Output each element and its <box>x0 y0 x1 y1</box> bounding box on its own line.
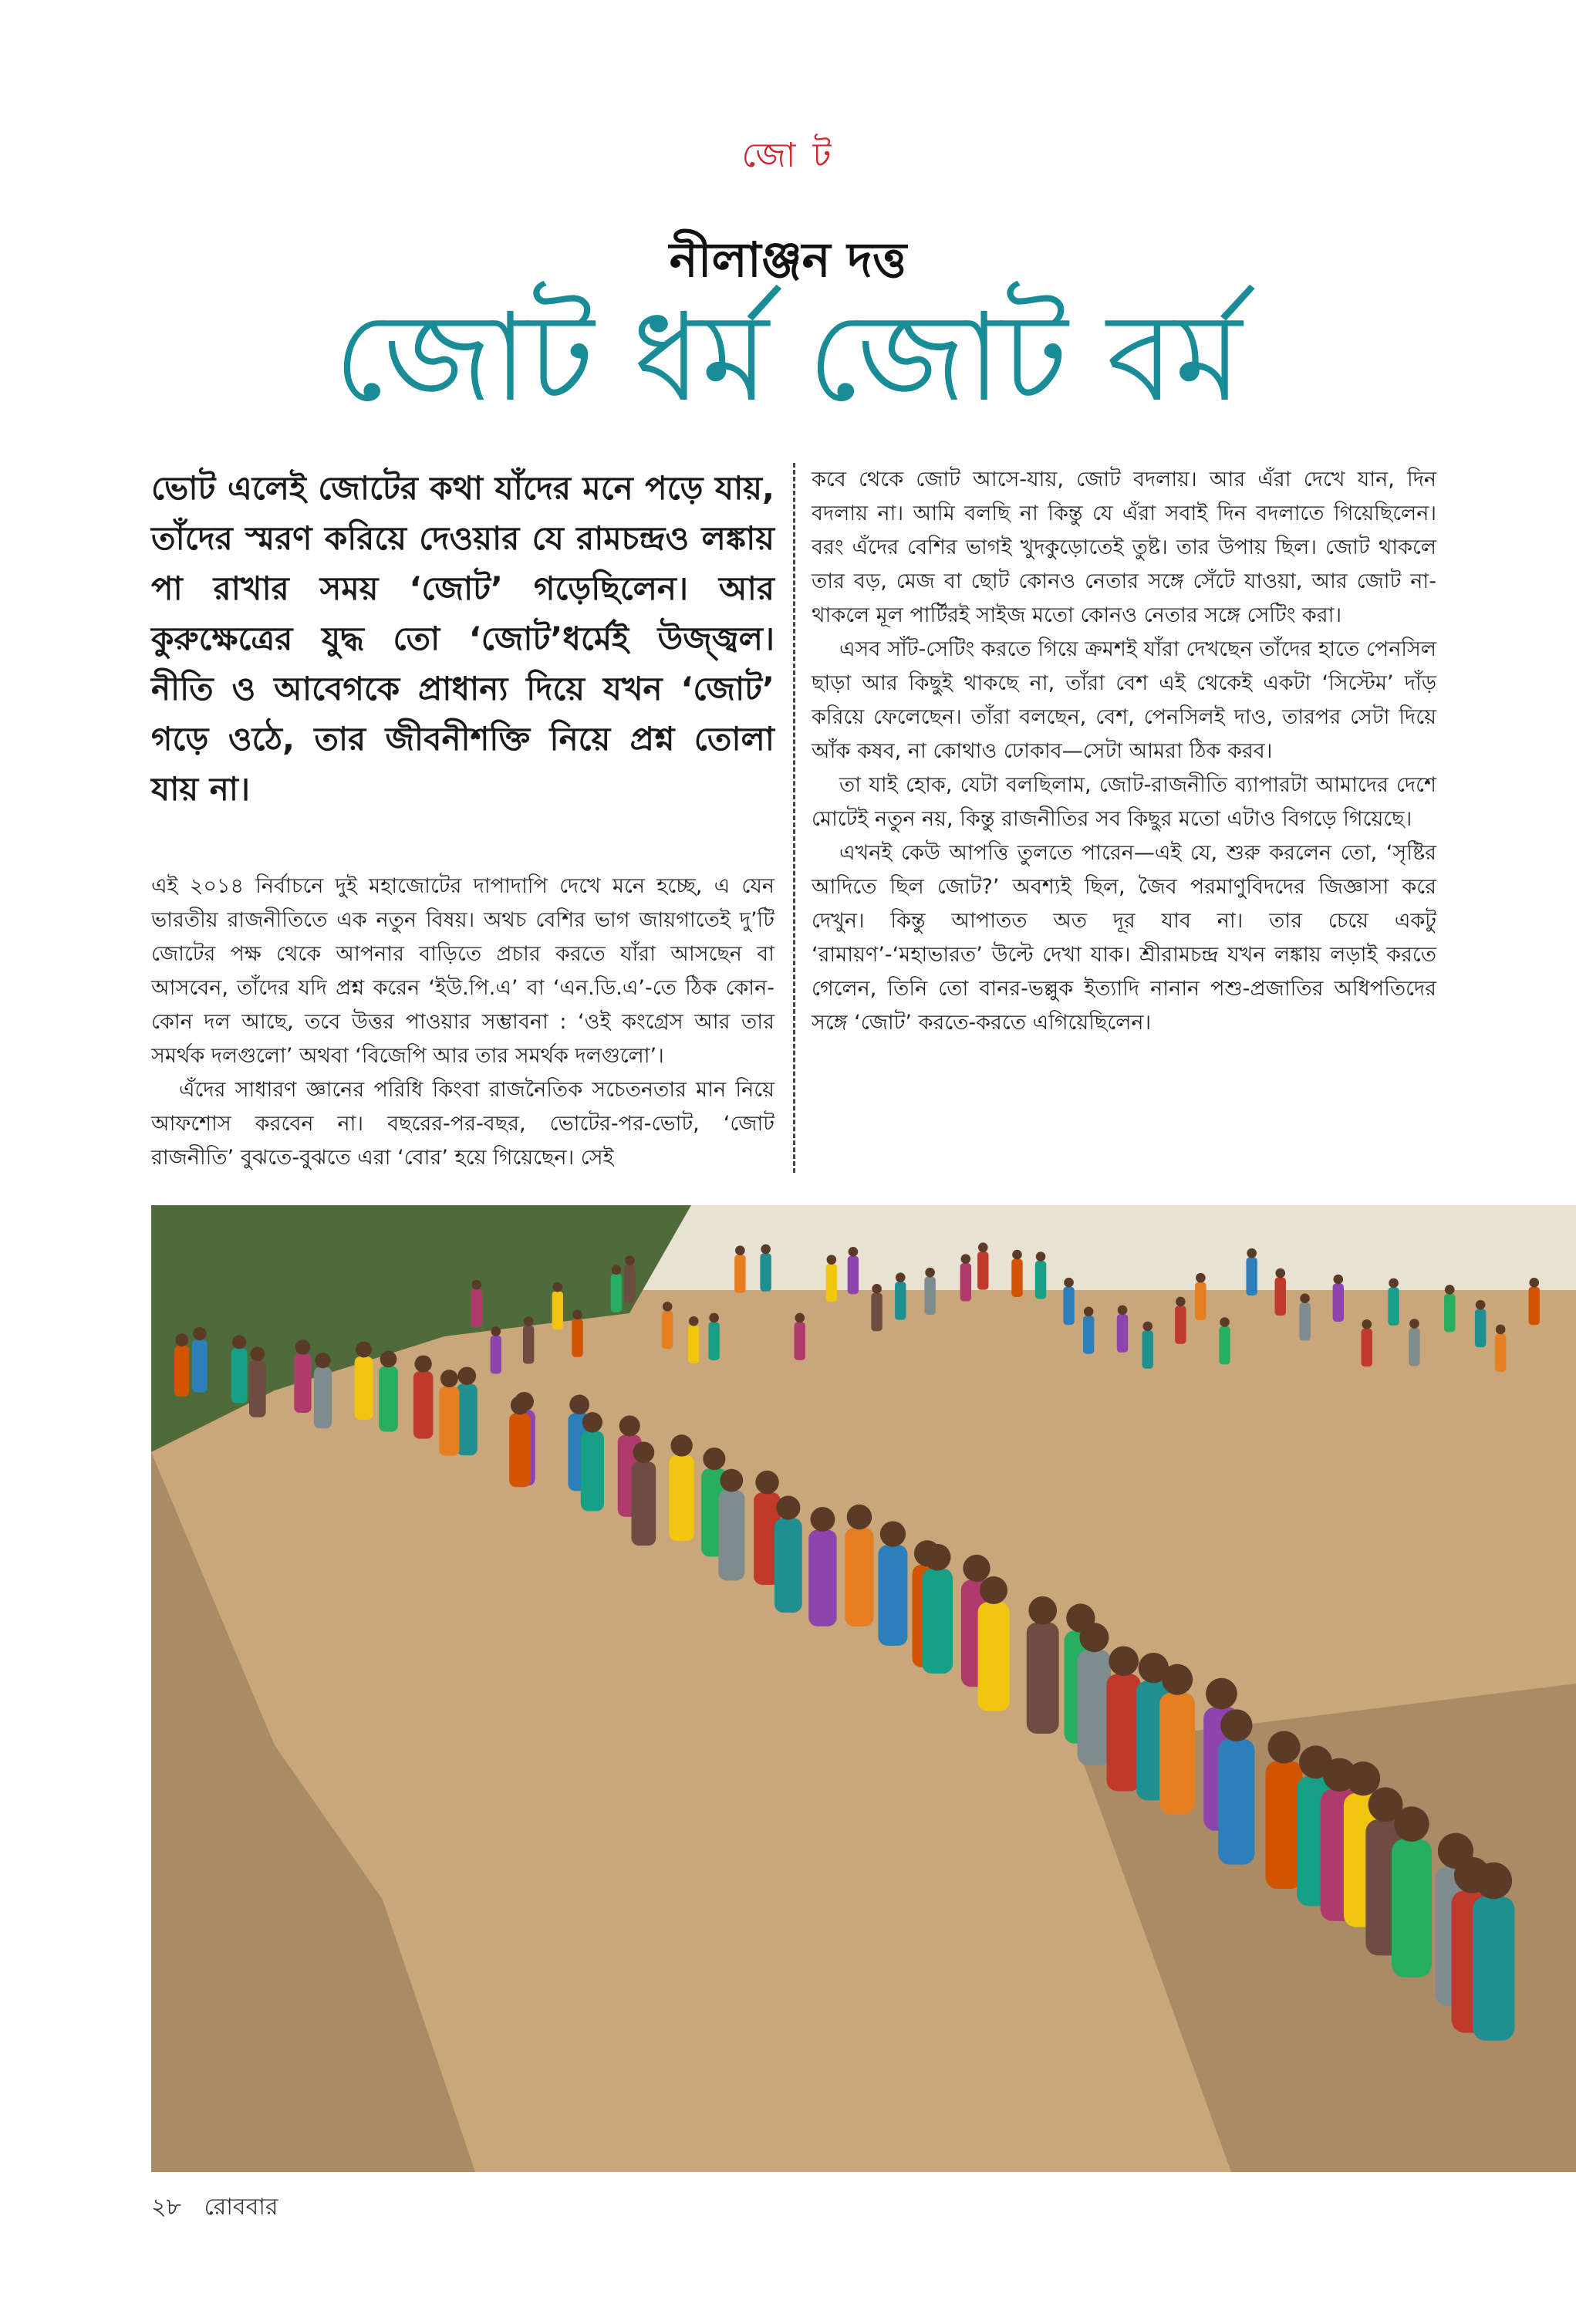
person-figure <box>718 1490 744 1580</box>
person-head <box>1496 1325 1506 1335</box>
person-figure <box>1035 1261 1046 1299</box>
person-figure <box>1063 1287 1074 1326</box>
person-figure <box>174 1346 189 1397</box>
person-head <box>457 1366 476 1385</box>
person-head <box>776 1496 800 1520</box>
page-footer <box>151 2188 294 2228</box>
person-figure <box>808 1530 836 1626</box>
person-figure <box>922 1569 953 1674</box>
person-figure <box>1275 1277 1286 1316</box>
left-column <box>151 463 775 1175</box>
person-head <box>1300 1293 1310 1303</box>
person-figure <box>924 1277 935 1316</box>
person-head <box>735 1245 745 1255</box>
person-head <box>315 1353 330 1368</box>
person-figure <box>669 1455 694 1542</box>
person-head <box>633 1441 654 1463</box>
person-figure <box>611 1274 622 1312</box>
person-head <box>471 1280 481 1290</box>
person-head <box>1142 1322 1152 1332</box>
person-head <box>582 1412 602 1432</box>
person-head <box>847 1505 872 1530</box>
person-head <box>491 1326 501 1336</box>
person-head <box>1176 1297 1186 1307</box>
person-figure <box>871 1293 882 1332</box>
person-head <box>1206 1678 1237 1710</box>
body-paragraph: তা যাই হোক, যেটা বলছিলাম, জোট-রাজনীতি ব্যাপারটা আমাদের দেশে মোটেই নতুন নয়, কিন্তু রাজনীতির সব কিছুর মতো এটাও বিগড়ে গিয়েছে। <box>812 773 1436 831</box>
person-head <box>1267 1731 1300 1763</box>
person-figure <box>878 1545 907 1646</box>
person-figure <box>734 1255 745 1293</box>
person-figure <box>845 1528 873 1626</box>
person-figure <box>1107 1674 1141 1791</box>
person-figure <box>192 1339 208 1393</box>
person-figure <box>491 1336 501 1374</box>
person-head <box>709 1313 719 1323</box>
person-figure <box>1529 1287 1540 1326</box>
person-head <box>619 1415 640 1436</box>
person-head <box>963 1555 990 1582</box>
section-tag: জো ট <box>741 136 835 175</box>
person-head <box>689 1316 699 1326</box>
person-figure <box>1083 1316 1094 1354</box>
body-paragraph: কবে থেকে জোট আসে-যায়, জোট বদলায়। আর এঁরা দেখে যান, দিন বদলায় না। আমি বলছি না কিন্তু যে এঁরা সবাই দিন বদলাতে গিয়েছিলেন। বরং এঁদের বেশির ভাগই খুদকুড়োতেই তুষ্ট। তার উপায় ছিল। জোট থাকলে তার বড়, মেজ বা ছোট কোনও নেতার সঙ্গে সেঁটে যাওয়া, আর জোট না-থাকলে মূল পার্টিরই সাইজ মতো কোনও নেতার সঙ্গে সেটিং করা। <box>812 468 1436 627</box>
person-head <box>1445 1285 1455 1295</box>
person-head <box>872 1284 882 1294</box>
person-head <box>1109 1646 1139 1676</box>
person-figure <box>231 1348 248 1403</box>
person-figure <box>457 1383 478 1455</box>
person-figure <box>249 1360 266 1417</box>
person-head <box>980 1576 1007 1604</box>
person-figure <box>960 1263 971 1302</box>
person-figure <box>1362 1329 1372 1367</box>
person-figure <box>775 1518 802 1612</box>
person-figure <box>1142 1330 1153 1369</box>
sky-haze <box>614 1205 1576 1290</box>
person-figure <box>760 1253 771 1292</box>
person-head <box>1394 1806 1429 1842</box>
person-head <box>625 1255 635 1265</box>
person-head <box>811 1507 835 1532</box>
page-number: ২৮ <box>151 2194 181 2221</box>
person-head <box>1079 1623 1109 1652</box>
person-figure <box>1333 1283 1344 1322</box>
person-head <box>1333 1275 1343 1285</box>
person-figure <box>1195 1282 1206 1321</box>
person-figure <box>624 1265 635 1303</box>
person-head <box>1529 1278 1539 1288</box>
person-figure <box>795 1322 805 1360</box>
person-head <box>232 1335 246 1349</box>
person-head <box>978 1242 988 1252</box>
person-head <box>612 1265 622 1275</box>
person-head <box>755 1471 778 1494</box>
person-figure <box>1495 1333 1506 1372</box>
person-head <box>572 1310 582 1320</box>
person-head <box>1220 1317 1230 1327</box>
article-headline: জোট ধর্ম জোট বর্ম <box>333 287 1243 429</box>
person-head <box>356 1342 372 1358</box>
right-column <box>812 463 1436 1040</box>
person-figure <box>552 1292 563 1330</box>
person-head <box>1064 1278 1074 1288</box>
person-head <box>896 1272 906 1282</box>
person-figure <box>632 1461 656 1545</box>
person-figure <box>708 1322 719 1360</box>
person-figure <box>688 1326 699 1364</box>
person-figure <box>523 1326 534 1364</box>
body-paragraph: এখনই কেউ আপত্তি তুলতে পারেন—এই যে, শুরু করলেন তো, ‘সৃষ্টির আদিতে ছিল জোট?’ অবশ্যই ছিল, জৈব পরমাণুবিদদের জিজ্ঞাসা করে দেখুন। কিন্তু আপাতত অত দূর যাব না। তার চেয়ে একটু ‘রামায়ণ’-‘মহাভারত’ উল্টে দেখা যাক। শ্রীরামচন্দ্র যখন লঙ্কায় লড়াই করতে গেলেন, তিনি তো বানর-ভল্লুক ইত্যাদি নানান পশু-প্রজাতির অধিপতিদের সঙ্গে ‘জোট’ করতে-করতে এগিয়েছিলেন। <box>812 841 1436 1035</box>
person-figure <box>1219 1326 1230 1365</box>
person-head <box>849 1247 859 1257</box>
person-figure <box>1444 1294 1455 1333</box>
person-head <box>1220 1709 1252 1741</box>
person-figure <box>977 1252 988 1290</box>
person-head <box>720 1469 743 1492</box>
person-figure <box>1473 1897 1514 2041</box>
person-head <box>415 1355 432 1372</box>
column-divider <box>793 463 795 1173</box>
body-paragraph: এঁদের সাধারণ জ্ঞানের পরিধি কিংবা রাজনৈতিক সচেতনতার মান নিয়ে আফশোস করবেন না। বছরের-পর-বছর, ভোটের-পর-ভোট, ‘জোট রাজনীতি’ বুঝতে-বুঝতে এরা ‘বোর’ হয়ে গিয়েছেন। সেই <box>151 1078 775 1170</box>
person-figure <box>439 1386 459 1455</box>
person-head <box>1162 1664 1193 1695</box>
person-figure <box>1246 1258 1257 1296</box>
person-figure <box>1175 1306 1186 1344</box>
person-head <box>1409 1319 1419 1329</box>
person-figure <box>379 1366 398 1432</box>
person-figure <box>355 1356 373 1420</box>
person-head <box>193 1327 206 1340</box>
body-paragraph: এসব সাঁট-সেটিং করতে গিয়ে ক্রমশই যাঁরা দেখছেন তাঁদের হাতে পেনসিল ছাড়া আর কিছুই থাকছে না, তাঁরা বেশ এই থেকেই একটা ‘সিস্টেম’ দাঁড় করিয়ে ফেলেছেন। তাঁরা বলছেন, বেশ, পেনসিলই দাও, তারপর সেটা দিয়ে আঁক কষব, না কোথাও ঢোকাব—সেটা আমরা ঠিক করব। <box>812 637 1436 763</box>
person-head <box>925 1268 935 1278</box>
person-figure <box>1299 1302 1310 1341</box>
person-head <box>569 1395 589 1415</box>
person-head <box>295 1339 311 1355</box>
person-figure <box>581 1431 604 1512</box>
magazine-name: রোববার <box>204 2194 278 2221</box>
person-head <box>1346 1762 1380 1795</box>
person-head <box>552 1282 562 1292</box>
person-figure <box>1392 1839 1432 1978</box>
person-figure <box>572 1319 582 1357</box>
person-head <box>175 1333 188 1346</box>
person-figure <box>413 1371 433 1439</box>
person-head <box>524 1316 534 1326</box>
person-figure <box>662 1311 673 1349</box>
person-figure <box>1218 1739 1254 1865</box>
person-head <box>670 1434 692 1456</box>
person-figure <box>1409 1328 1419 1366</box>
voters-queue-illustration <box>151 1205 1576 2172</box>
person-head <box>1247 1248 1257 1258</box>
person-head <box>1476 1300 1486 1310</box>
person-figure <box>509 1414 531 1488</box>
person-head <box>380 1351 397 1368</box>
person-figure <box>294 1353 311 1413</box>
person-head <box>795 1313 805 1323</box>
person-head <box>1118 1306 1128 1316</box>
voters-queue-photo <box>151 1205 1576 2172</box>
lead-paragraph: ভোট এলেই জোটের কথা যাঁদের মনে পড়ে যায়, তাঁদের স্মরণ করিয়ে দেওয়ার যে রামচন্দ্রও লঙ্কায় পা রাখার সময় ‘জোট’ গড়েছিলেন। আর কুরুক্ষেত্রের যুদ্ধ তো ‘জোট’ধর্মেই উজ্জ্বল। নীতি ও আবেগকে প্রাধান্য দিয়ে যখন ‘জোট’ গড়ে ওঠে, তার জীবনীশক্তি নিয়ে প্রশ্ন তোলা যায় না। <box>151 469 775 808</box>
person-figure <box>1027 1623 1059 1734</box>
person-head <box>1196 1273 1206 1283</box>
body-paragraph: এই ২০১৪ নির্বাচনে দুই মহাজোটের দাপাদাপি দেখে মনে হচ্ছে, এ যেন ভারতীয় রাজনীতিতে এক নতুন বিষয়। অথচ বেশির ভাগ জায়গাতেই দু’টি জোটের পক্ষ থেকে আপনার বাড়িতে প্রচার করতে যাঁরা আসছেন বা আসবেন, তাঁদের যদি প্রশ্ন করেন ‘ইউ.পি.এ’ বা ‘এন.ডি.এ’-তে ঠিক কোন-কোন দল আছে, তবে উত্তর পাওয়ার সম্ভাবনা : ‘ওই কংগ্রেস আর তার সমর্থক দলগুলো’ অথবা ‘বিজেপি আর তার সমর্থক দলগুলো’। <box>151 874 775 1068</box>
person-head <box>440 1370 458 1387</box>
person-head <box>1084 1306 1094 1316</box>
author-byline: নীলাঞ্জন দত্ত <box>669 231 907 288</box>
person-head <box>511 1396 529 1414</box>
person-figure <box>848 1256 859 1295</box>
person-head <box>924 1544 951 1571</box>
person-figure <box>1117 1314 1128 1353</box>
person-head <box>761 1245 771 1255</box>
person-figure <box>895 1282 906 1320</box>
person-figure <box>1011 1258 1022 1297</box>
person-figure <box>1475 1309 1486 1348</box>
person-head <box>1036 1252 1046 1262</box>
person-figure <box>1078 1650 1111 1765</box>
person-figure <box>314 1367 332 1428</box>
person-head <box>1028 1596 1057 1625</box>
person-head <box>827 1255 837 1265</box>
person-head <box>1012 1250 1022 1260</box>
person-head <box>1362 1319 1372 1329</box>
person-head <box>1275 1268 1285 1279</box>
person-head <box>961 1254 971 1264</box>
person-figure <box>826 1264 837 1302</box>
person-head <box>703 1447 725 1470</box>
person-head <box>1389 1279 1399 1289</box>
person-figure <box>471 1289 482 1328</box>
person-figure <box>978 1602 1010 1711</box>
person-head <box>663 1302 673 1312</box>
person-head <box>880 1522 906 1547</box>
person-head <box>1475 1863 1512 1900</box>
person-figure <box>1388 1287 1399 1326</box>
person-head <box>250 1346 265 1361</box>
person-figure <box>1159 1693 1195 1814</box>
